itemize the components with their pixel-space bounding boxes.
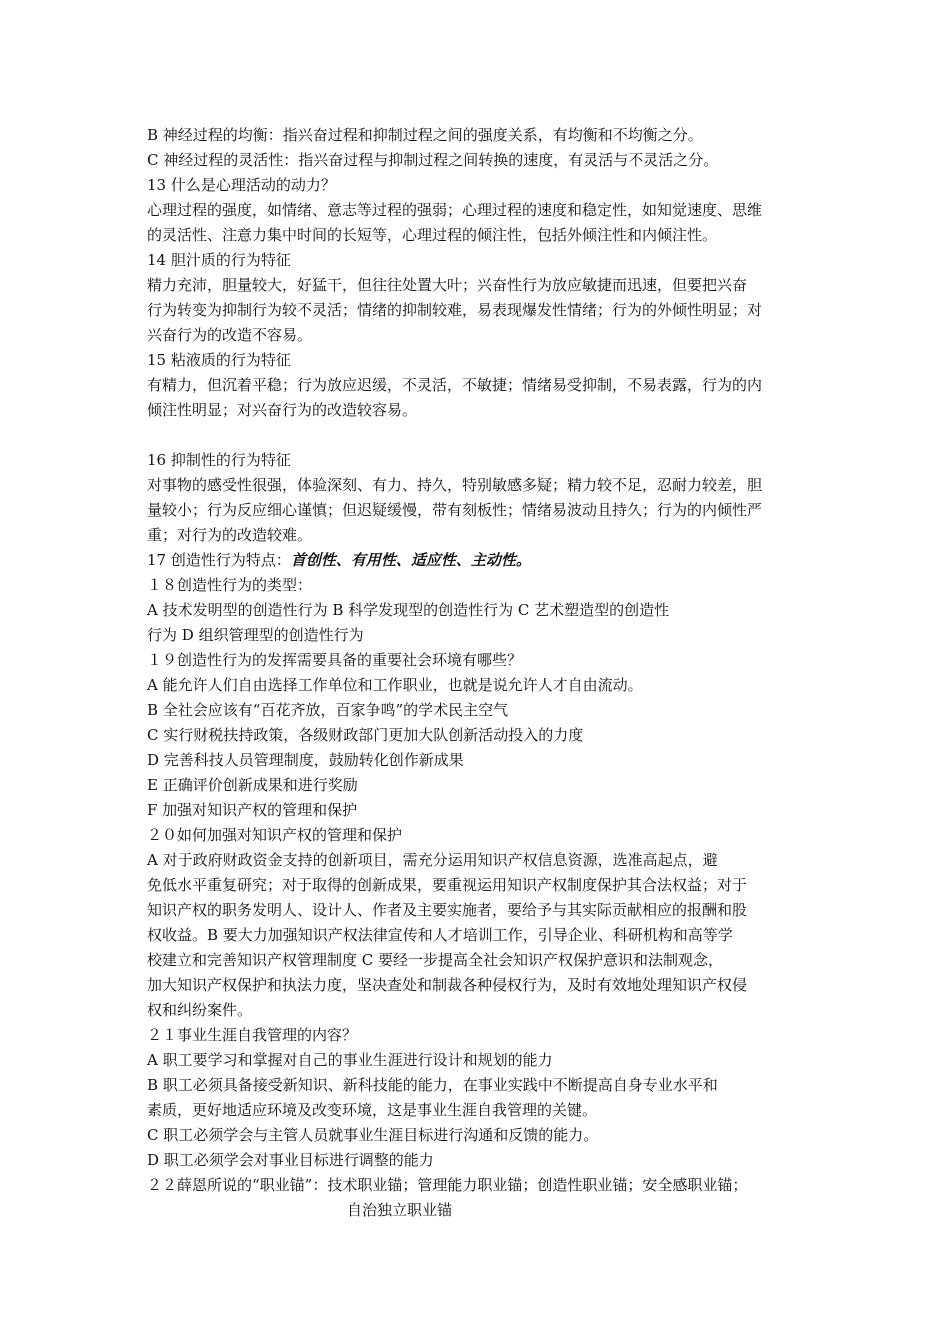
text-line: 权和纠纷案件。 bbox=[147, 1001, 253, 1019]
text-line: 对事物的感受性很强，体验深刻、有力、持久，特别敏感多疑；精力较不足，忍耐力较差，胆 bbox=[147, 476, 763, 494]
text-line: D 完善科技人员管理制度，鼓励转化创作新成果 bbox=[147, 751, 464, 769]
text-line: C 职工必须学会与主管人员就事业生涯目标进行沟通和反馈的能力。 bbox=[147, 1126, 599, 1144]
text-line: 重；对行为的改造较难。 bbox=[147, 526, 313, 544]
text-line: 的灵活性、注意力集中时间的长短等，心理过程的倾注性，包括外倾注性和内倾注性。 bbox=[147, 226, 718, 244]
text-line: F 加强对知识产权的管理和保护 bbox=[147, 801, 358, 819]
question-heading: 16 抑制性的行为特征 bbox=[147, 451, 291, 469]
text-line: 量较小；行为反应细心谨慎；但迟疑缓慢，带有刻板性；情绪易波动且持久；行为的内倾性严 bbox=[147, 501, 763, 519]
text-line: C 实行财税扶持政策，各级财政部门更加大队创新活动投入的力度 bbox=[147, 726, 584, 744]
question-heading: ２０如何加强对知识产权的管理和保护 bbox=[147, 826, 403, 844]
question-heading: １９创造性行为的发挥需要具备的重要社会环境有哪些？ bbox=[147, 651, 523, 669]
text-line: 有精力，但沉着平稳；行为放应迟缓，不灵活，不敏捷；情绪易受抑制，不易表露，行为的内 bbox=[147, 376, 763, 394]
question-heading: ２１事业生涯自我管理的内容？ bbox=[147, 1026, 358, 1044]
question-heading: ２２薛恩所说的“职业锚”：技术职业锚；管理能力职业锚；创造性职业锚；安全感职业锚； bbox=[147, 1176, 748, 1194]
text-line: A 能允许人们自由选择工作单位和工作职业，也就是说允许人才自由流动。 bbox=[147, 676, 643, 694]
text-line: 免低水平重复研究；对于取得的创新成果，要重视运用知识产权制度保护其合法权益；对于 bbox=[147, 876, 748, 894]
question-heading: 15 粘液质的行为特征 bbox=[147, 351, 291, 369]
text-line: A 技术发明型的创造性行为 B 科学发现型的创造性行为 C 艺术塑造型的创造性 bbox=[147, 601, 670, 619]
text-line: C 神经过程的灵活性：指兴奋过程与抑制过程之间转换的速度，有灵活与不灵活之分。 bbox=[147, 151, 719, 169]
text-line: 行为转变为抑制行为较不灵活；情绪的抑制较难，易表现爆发性情绪；行为的外倾性明显；对 bbox=[147, 301, 763, 319]
text-line: B 职工必须具备接受新知识、新科技能的能力，在事业实践中不断提高自身专业水平和 bbox=[147, 1076, 718, 1094]
text-line: 校建立和完善知识产权管理制度 C 要经一步提高全社会知识产权保护意识和法制观念， bbox=[147, 951, 724, 969]
text-line: 行为 D 组织管理型的创造性行为 bbox=[147, 626, 364, 644]
heading-label: 17 创造性行为特点： bbox=[147, 551, 291, 569]
question-heading bbox=[147, 548, 531, 572]
text-line: 心理过程的强度，如情绪、意志等过程的强弱；心理过程的速度和稳定性，如知觉速度、思维 bbox=[147, 201, 763, 219]
question-heading: １８创造性行为的类型： bbox=[147, 576, 313, 594]
text-line: 知识产权的职务发明人、设计人、作者及主要实施者，要给予与其实际贡献相应的报酬和股 bbox=[147, 901, 748, 919]
text-line: 精力充沛，胆量较大，好猛干，但往往处置大叶；兴奋性行为放应敏捷而迅速，但要把兴奋 bbox=[147, 276, 748, 294]
text-line: D 职工必须学会对事业目标进行调整的能力 bbox=[147, 1151, 434, 1169]
question-heading: 14 胆汁质的行为特征 bbox=[147, 251, 291, 269]
text-line: A 职工要学习和掌握对自己的事业生涯进行设计和规划的能力 bbox=[147, 1051, 553, 1069]
text-line: 兴奋行为的改造不容易。 bbox=[147, 326, 313, 344]
text-line: E 正确评价创新成果和进行奖励 bbox=[147, 776, 358, 794]
text-line: 权收益。B 要大力加强知识产权法律宣传和人才培训工作，引导企业、科研机构和高等学 bbox=[147, 926, 733, 944]
text-line: 自治独立职业锚 bbox=[347, 1201, 453, 1219]
text-line: A 对于政府财政资金支持的创新项目，需充分运用知识产权信息资源，选准高起点，避 bbox=[147, 851, 718, 869]
text-line: 倾注性明显；对兴奋行为的改造较容易。 bbox=[147, 401, 418, 419]
text-line: B 神经过程的均衡：指兴奋过程和抑制过程之间的强度关系，有均衡和不均衡之分。 bbox=[147, 126, 703, 144]
text-line: 加大知识产权保护和执法力度，坚决查处和制裁各种侵权行为，及时有效地处理知识产权侵 bbox=[147, 976, 748, 994]
question-heading: 13 什么是心理活动的动力？ bbox=[147, 176, 336, 194]
text-line: 素质，更好地适应环境及改变环境，这是事业生涯自我管理的关键。 bbox=[147, 1101, 598, 1119]
text-line: B 全社会应该有“百花齐放，百家争鸣”的学术民主空气 bbox=[147, 701, 509, 719]
emphasis-text: 首创性、有用性、适应性、主动性。 bbox=[290, 551, 531, 569]
